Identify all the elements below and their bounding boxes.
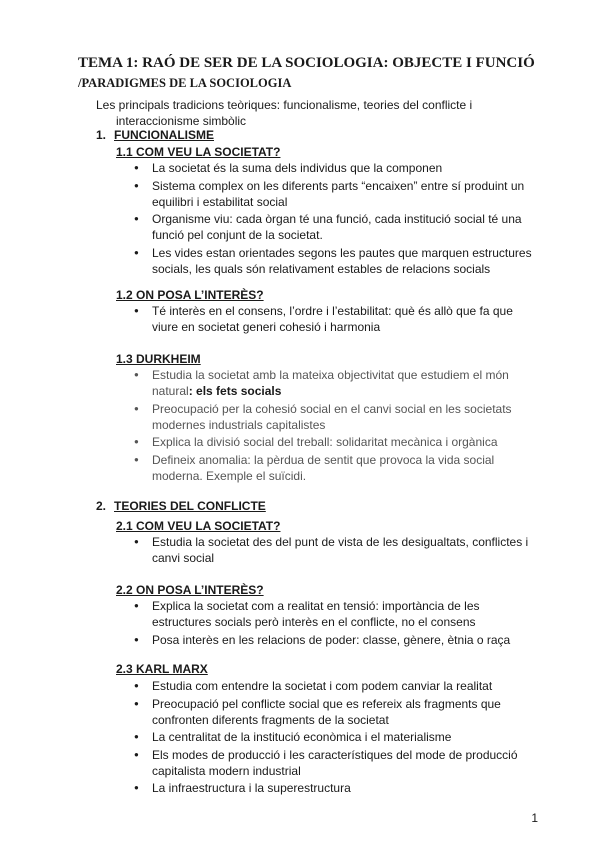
subsection-heading: 1.1 COM VEU LA SOCIETAT? [116, 145, 281, 159]
intro-paragraph [96, 97, 536, 129]
list-item: ● Defineix anomalia: la pèrdua de sentit que provoca la vida social moderna. Exemple el suïcidi. [134, 452, 539, 484]
bullet-list [134, 598, 539, 649]
document-title: TEMA 1: RAÓ DE SER DE LA SOCIOLOGIA: OBJECTE I FUNCIÓ [78, 55, 535, 71]
list-item [134, 367, 539, 399]
subsection-heading: 2.3 KARL MARX [116, 662, 208, 676]
list-item: ● Els modes de producció i les característiques del mode de producció capitalista modern industrial [134, 747, 539, 779]
section-heading [96, 499, 266, 513]
list-item: ● La societat és la suma dels individus que la componen [134, 160, 539, 176]
intro-line: Les principals tradicions teòriques: funcionalisme, teories del conflicte i [96, 98, 473, 112]
list-item: ● Sistema complex on les diferents parts “encaixen” entre sí produint un equilibri i estabilitat social [134, 178, 539, 210]
section-heading [96, 128, 214, 142]
subsection-heading: 2.1 COM VEU LA SOCIETAT? [116, 519, 281, 533]
list-item: ● Posa interès en les relacions de poder: classe, gènere, ètnia o raça [134, 632, 539, 648]
section-number: 1. [96, 128, 107, 142]
subsection-heading: 1.3 DURKHEIM [116, 352, 201, 366]
list-item: ● Preocupació per la cohesió social en el canvi social en les societats modernes industrials capitalistes [134, 401, 539, 433]
list-item: ● Explica la societat com a realitat en tensió: importància de les estructures socials però interès en el conflicte, no el consens [134, 598, 539, 630]
intro-line: interaccionisme simbòlic [116, 114, 247, 128]
bullet-list [134, 160, 539, 278]
list-item: ● Les vides estan orientades segons les pautes que marquen estructures socials, les quals són relativament estables de relacions socials [134, 245, 539, 277]
bullet-list [134, 678, 539, 798]
list-item: ● Preocupació pel conflicte social que es refereix als fragments que confronten diferents fragments de la societat [134, 696, 539, 728]
list-item: ● La centralitat de la institució econòmica i el materialisme [134, 729, 539, 745]
list-item-emphasis: : els fets socials [188, 384, 282, 398]
list-item: ● Estudia la societat des del punt de vista de les desigualtats, conflictes i canvi social [134, 534, 539, 566]
list-item: ● Organisme viu: cada òrgan té una funció, cada institució social té una funció pel conjunt de la societat. [134, 211, 539, 243]
list-item: ● Té interès en el consens, l’ordre i l’estabilitat: què és allò que fa que viure en societat generi cohesió i harmonia [134, 303, 539, 335]
document-subtitle: /PARADIGMES DE LA SOCIOLOGIA [78, 76, 292, 90]
bullet-list [134, 367, 539, 485]
subsection-heading: 1.2 ON POSA L’INTERÈS? [116, 288, 264, 302]
bullet-list [134, 303, 539, 337]
subsection-heading: 2.2 ON POSA L’INTERÈS? [116, 583, 264, 597]
section-number: 2. [96, 499, 107, 513]
list-item: ● Explica la divisió social del treball: solidaritat mecànica i orgànica [134, 434, 539, 450]
section-title: TEORIES DEL CONFLICTE [114, 499, 266, 513]
page-number: 1 [531, 811, 538, 825]
section-title: FUNCIONALISME [114, 128, 214, 142]
list-item: ● La infraestructura i la superestructura [134, 780, 539, 796]
bullet-list [134, 534, 539, 568]
list-item-text: Estudia la societat amb la mateixa objectivitat que estudiem el món natural [152, 368, 509, 398]
list-item: ● Estudia com entendre la societat i com podem canviar la realitat [134, 678, 539, 694]
